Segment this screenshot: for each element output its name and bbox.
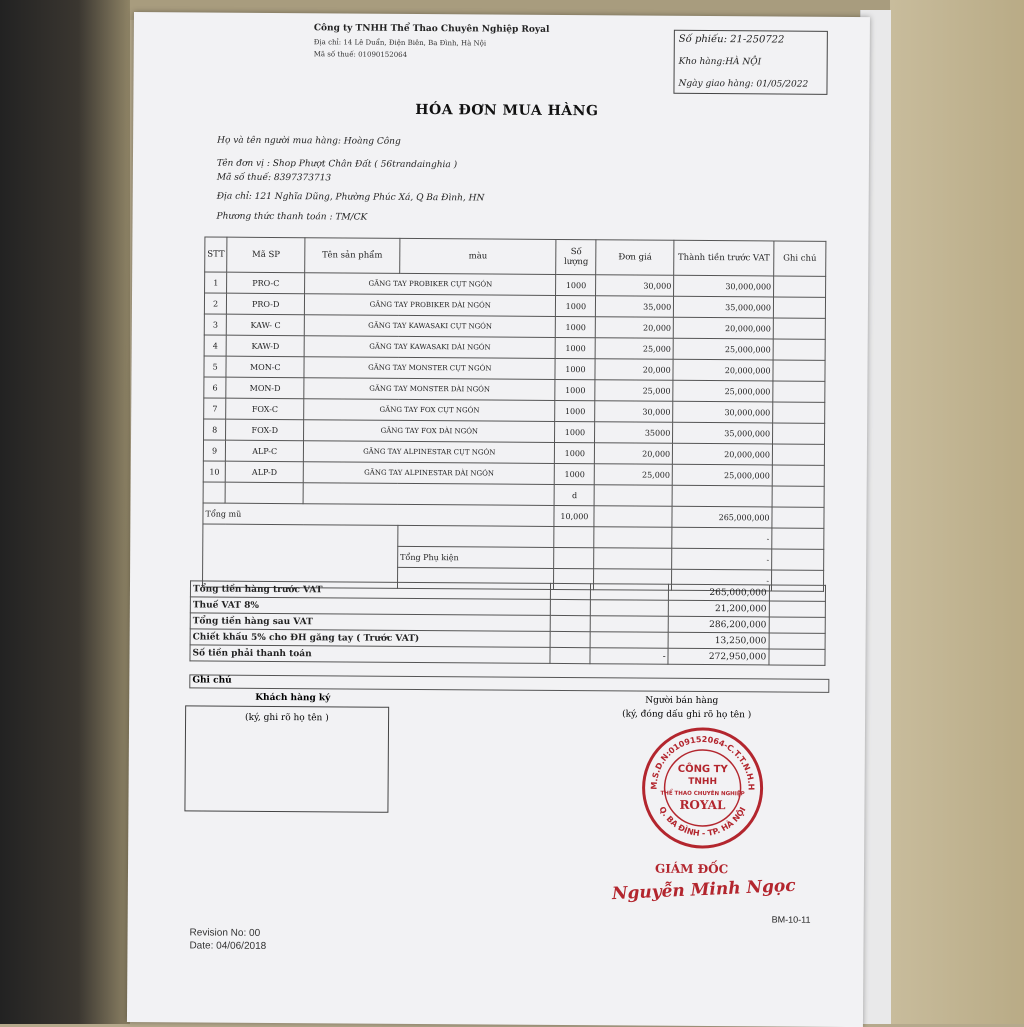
cell-amount: 20,000,000: [673, 359, 773, 381]
summary-empty: [550, 615, 590, 631]
summary-note: [769, 649, 825, 665]
seller-sign-hint: (ký, đóng dấu ghi rõ họ tên ): [622, 709, 752, 721]
total-hats-qty: 10,000: [554, 505, 594, 526]
cell-amount: 35,000,000: [673, 422, 773, 444]
cell-code: FOX-D: [226, 419, 304, 441]
cell-note: [774, 276, 826, 297]
note-row: Ghi chú: [189, 674, 829, 692]
cell-name: GĂNG TAY KAWASAKI CỤT NGÓN: [304, 315, 555, 338]
cell-amount: 25,000,000: [672, 464, 772, 486]
summary-mid: [590, 600, 668, 617]
invoice-info-box: [673, 30, 827, 95]
cell-stt: 6: [204, 377, 226, 398]
cell-stt: 5: [204, 356, 226, 377]
cell-name: GĂNG TAY ALPINESTAR DÀI NGÓN: [303, 462, 554, 485]
item-rows: [203, 272, 825, 486]
summary-note: [769, 601, 825, 617]
cell-qty: 1000: [555, 400, 595, 421]
cell-qty: 1000: [555, 379, 595, 400]
accessory-dash-1: -: [672, 527, 772, 549]
cell-note: [773, 360, 825, 381]
cell-amount: 35,000,000: [674, 296, 774, 318]
cell-note: [772, 465, 824, 486]
header-color: màu: [400, 238, 557, 274]
cell-stt: 8: [204, 419, 226, 440]
customer-sign-title: Khách hàng ký: [255, 692, 331, 704]
cell-name: GĂNG TAY ALPINESTAR CỤT NGÓN: [304, 441, 555, 464]
cell-qty: 1000: [556, 274, 596, 295]
cell-stt: 7: [204, 398, 226, 419]
cell-name: GĂNG TAY FOX DÀI NGÓN: [304, 420, 555, 443]
total-hats-amount: 265,000,000: [672, 506, 772, 528]
cell-code: ALP-C: [226, 440, 304, 462]
cell-price: 30,000: [595, 401, 673, 423]
cell-note: [773, 402, 825, 423]
cell-price: 25,000: [595, 464, 673, 486]
summary-value: 272,950,000: [668, 648, 769, 665]
cell-price: 25,000: [595, 338, 673, 360]
stamp-ring-bottom: Q. BA ĐÌNH - TP. HÀ NỘI: [657, 805, 748, 839]
cell-stt: 10: [203, 461, 225, 482]
summary-value: 286,200,000: [668, 616, 769, 633]
stamp-line-1: CÔNG TY: [677, 763, 728, 776]
cell-note: [773, 318, 825, 339]
summary-note: [769, 617, 825, 633]
accessory-row-1: [203, 524, 824, 549]
accessory-dash-3: -: [672, 569, 772, 591]
cell-code: ALP-D: [226, 461, 304, 483]
cell-note: [773, 339, 825, 360]
customer-sign-hint: (ký, ghi rõ họ tên ): [245, 712, 329, 724]
revision-number: Revision No: 00: [189, 927, 261, 939]
form-code: BM-10-11: [771, 914, 811, 925]
stamp-ring-top: M.S.D.N:0109152064-C.T.T.N.H.H: [649, 734, 756, 791]
header-price: Đơn giá: [596, 240, 674, 276]
empty-row-qty: d: [555, 484, 595, 505]
cell-qty: 1000: [555, 421, 595, 442]
revision-block: [189, 926, 266, 953]
header-qty: Số lượng: [556, 239, 596, 274]
cell-qty: 1000: [556, 295, 596, 316]
cell-stt: 1: [205, 272, 227, 293]
cell-amount: 25,000,000: [673, 380, 773, 402]
cell-price: 35,000: [596, 296, 674, 318]
cell-name: GĂNG TAY PROBIKER CỤT NGÓN: [305, 273, 556, 296]
revision-date: Date: 04/06/2018: [189, 940, 267, 952]
cell-amount: 25,000,000: [673, 338, 773, 360]
cell-qty: 1000: [555, 463, 595, 484]
warehouse: Kho hàng:HÀ NỘI: [678, 56, 762, 68]
cell-code: MON-D: [226, 377, 304, 399]
summary-label: Tổng tiền hàng sau VAT: [190, 613, 550, 632]
cell-name: GĂNG TAY FOX CỤT NGÓN: [304, 399, 555, 422]
company-tax-code: Mã số thuế: 01090152064: [313, 50, 408, 59]
cell-qty: 1000: [556, 316, 596, 337]
cell-price: 35000: [595, 422, 673, 444]
cell-code: FOX-C: [226, 398, 304, 420]
summary-mid: [590, 616, 668, 633]
summary-label: Chiết khấu 5% cho ĐH găng tay ( Trước VAT): [190, 629, 550, 648]
buyer-tax: Mã số thuế: 8397373713: [216, 172, 332, 184]
summary-mid: [590, 632, 668, 649]
cell-qty: 1000: [555, 358, 595, 379]
buyer-address: Địa chỉ: 121 Nghĩa Dũng, Phường Phúc Xá, Q Ba Đình, HN: [216, 191, 485, 204]
invoice-sheet: [127, 12, 870, 1027]
company-address: Địa chỉ: 14 Lê Duẩn, Điện Biên, Ba Đình, Hà Nội: [313, 38, 487, 48]
buyer-unit: Tên đơn vị : Shop Phượt Chân Đất ( 56trandainghia ): [216, 158, 458, 171]
cell-price: 25,000: [595, 380, 673, 402]
cell-qty: 1000: [555, 442, 595, 463]
invoice-title: HÓA ĐƠN MUA HÀNG: [415, 101, 599, 120]
summary-table: [189, 580, 826, 665]
company-stamp: [640, 726, 765, 851]
stamp-line-3: THỂ THAO CHUYÊN NGHIỆP: [660, 790, 745, 798]
stamp-line-2: TNHH: [688, 776, 718, 788]
summary-note: [769, 633, 825, 649]
header-stt: STT: [205, 237, 228, 272]
cell-price: 20,000: [595, 443, 673, 465]
cell-name: GĂNG TAY KAWASAKI DÀI NGÓN: [304, 336, 555, 359]
cell-amount: 30,000,000: [673, 401, 773, 423]
summary-label: Số tiền phải thanh toán: [190, 645, 550, 664]
ticket-number: Số phiếu: 21-250722: [678, 33, 785, 46]
header-note: Ghi chú: [774, 241, 826, 276]
stamp-line-4: ROYAL: [679, 797, 726, 813]
cell-code: KAW-D: [226, 335, 304, 357]
company-name: Công ty TNHH Thể Thao Chuyên Nghiệp Royal: [313, 23, 550, 35]
cell-name: GĂNG TAY PROBIKER DÀI NGÓN: [305, 294, 556, 317]
cell-note: [773, 297, 825, 318]
summary-value: 21,200,000: [669, 600, 770, 617]
cell-name: GĂNG TAY MONSTER DÀI NGÓN: [304, 378, 555, 401]
summary-empty: [550, 583, 590, 599]
cell-amount: 20,000,000: [673, 443, 773, 465]
cell-price: 20,000: [595, 359, 673, 381]
summary-mid: -: [590, 648, 668, 665]
summary-value: 265,000,000: [669, 584, 770, 601]
seller-sign-title: Người bán hàng: [645, 695, 719, 707]
cell-amount: 30,000,000: [674, 275, 774, 297]
header-amount: Thành tiền trước VAT: [674, 240, 774, 276]
desk-background-left: [0, 0, 130, 1024]
cell-note: [773, 381, 825, 402]
summary-label: Tổng tiền hàng trước VAT: [190, 581, 550, 600]
cell-qty: 1000: [556, 337, 596, 358]
cell-note: [773, 423, 825, 444]
cell-code: PRO-C: [227, 272, 305, 294]
cell-code: MON-C: [226, 356, 304, 378]
summary-mid: [590, 584, 668, 601]
cell-stt: 4: [204, 335, 226, 356]
desk-background-right: [890, 0, 1024, 1024]
summary-empty: [550, 647, 590, 663]
cell-stt: 9: [203, 440, 225, 461]
director-signature: Nguyễn Minh Ngọc: [611, 875, 797, 905]
cell-stt: 2: [204, 293, 226, 314]
summary-note: [769, 585, 825, 601]
cell-price: 30,000: [596, 275, 674, 297]
summary-empty: [550, 599, 590, 615]
accessory-dash-2: -: [672, 548, 772, 570]
summary-label: Thuế VAT 8%: [190, 597, 550, 616]
cell-note: [772, 444, 824, 465]
items-table: [202, 236, 826, 591]
table-header-row: [205, 237, 826, 276]
header-name: Tên sản phẩm: [305, 238, 400, 274]
cell-amount: 20,000,000: [673, 317, 773, 339]
cell-price: 20,000: [596, 317, 674, 339]
payment-method: Phương thức thanh toán : TM/CK: [216, 211, 368, 223]
cell-code: PRO-D: [227, 293, 305, 315]
delivery-date: Ngày giao hàng: 01/05/2022: [678, 78, 809, 90]
summary-value: 13,250,000: [668, 632, 769, 649]
cell-name: GĂNG TAY MONSTER CỤT NGÓN: [304, 357, 555, 380]
cell-code: KAW- C: [227, 314, 305, 336]
summary-empty: [550, 631, 590, 647]
cell-stt: 3: [204, 314, 226, 335]
accessory-label: Tổng Phụ kiện: [398, 546, 555, 568]
summary-row: [190, 645, 825, 665]
buyer-name: Họ và tên người mua hàng: Hoàng Công: [217, 135, 401, 147]
header-code: Mã SP: [227, 237, 305, 273]
total-hats-label: Tổng mũ: [203, 503, 555, 526]
director-title: GIÁM ĐỐC: [654, 861, 729, 877]
